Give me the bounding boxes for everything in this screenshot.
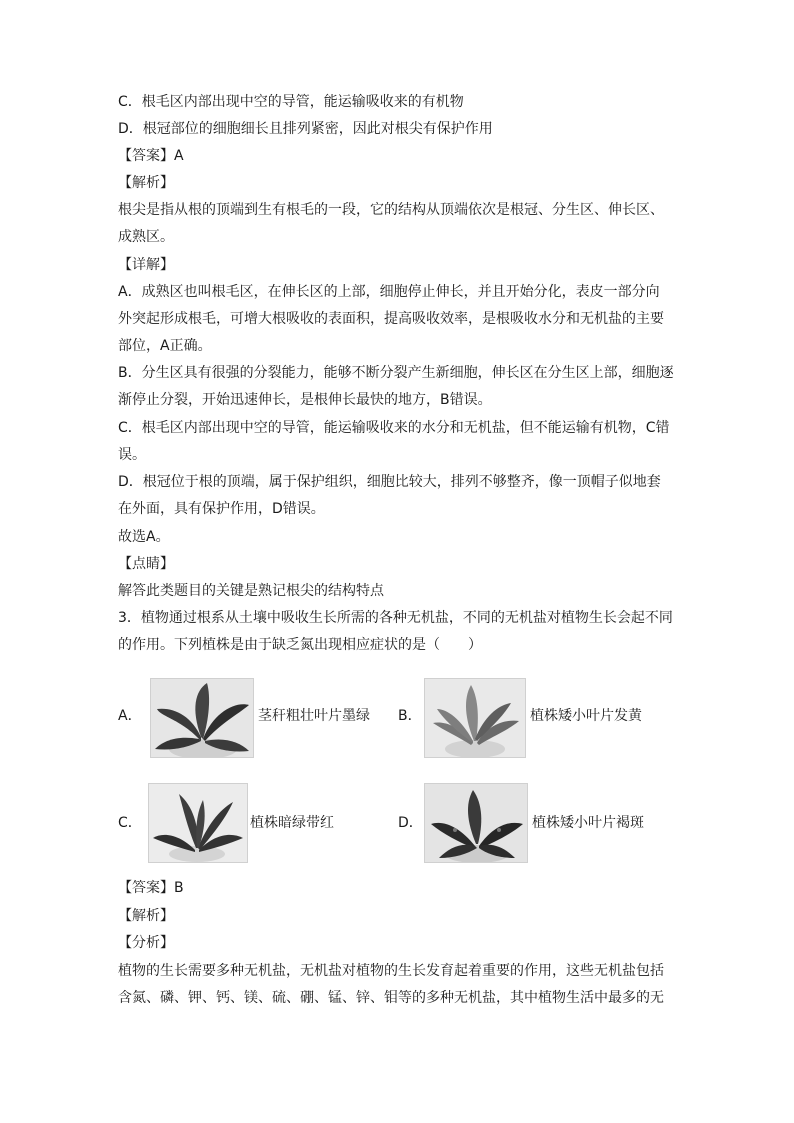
text-line: 外突起形成根毛，可增大根吸收的表面积，提高吸收效率，是根吸收水分和无机盐的主要 xyxy=(118,311,664,327)
text-line: 故选A。 xyxy=(118,529,170,545)
question-text: 的作用。下列植株是由于缺乏氮出现相应症状的是（ ） xyxy=(118,637,482,653)
text-line: C．根毛区内部出现中空的导管，能运输吸收来的有机物 xyxy=(118,94,464,110)
plant-image-c xyxy=(148,783,248,863)
plant-image-a xyxy=(150,678,254,758)
text-line: D．根冠部位的细胞细长且排列紧密，因此对根尖有保护作用 xyxy=(118,121,493,137)
option-b-text: 植株矮小叶片发黄 xyxy=(530,708,642,724)
analyze-label: 【分析】 xyxy=(118,935,174,951)
text-line: 含氮、磷、钾、钙、镁、硫、硼、锰、锌、钼等的多种无机盐，其中植物生活中最多的无 xyxy=(118,990,664,1006)
option-a-text: 茎秆粗壮叶片墨绿 xyxy=(258,708,370,724)
option-d-text: 植株矮小叶片褐斑 xyxy=(532,815,644,831)
text-line: 根尖是指从根的顶端到生有根毛的一段，它的结构从顶端依次是根冠、分生区、伸长区、 xyxy=(118,202,664,218)
answer-label: 【答案】A xyxy=(118,148,184,164)
text-line: 误。 xyxy=(118,447,146,463)
text-line: B．分生区具有很强的分裂能力，能够不断分裂产生新细胞，伸长区在分生区上部，细胞逐 xyxy=(118,365,674,381)
option-a-letter: A． xyxy=(118,708,142,724)
tip-label: 【点睛】 xyxy=(118,556,174,572)
question-text: 3．植物通过根系从土壤中吸收生长所需的各种无机盐，不同的无机盐对植物生长会起不同 xyxy=(118,610,673,626)
detail-label: 【详解】 xyxy=(118,257,174,273)
text-line: 成熟区。 xyxy=(118,229,174,245)
option-b-letter: B． xyxy=(398,708,422,724)
analysis-label: 【解析】 xyxy=(118,908,174,924)
text-line: D．根冠位于根的顶端，属于保护组织，细胞比较大，排列不够整齐，像一顶帽子似地套 xyxy=(118,474,661,490)
text-line: C．根毛区内部出现中空的导管，能运输吸收来的水分和无机盐，但不能运输有机物，C错 xyxy=(118,420,670,436)
plant-image-b xyxy=(424,678,526,758)
text-line: 植物的生长需要多种无机盐，无机盐对植物的生长发育起着重要的作用，这些无机盐包括 xyxy=(118,963,664,979)
option-d-letter: D． xyxy=(398,815,423,831)
text-line: 渐停止分裂，开始迅速伸长，是根伸长最快的地方，B错误。 xyxy=(118,392,492,408)
text-line: A．成熟区也叫根毛区，在伸长区的上部，细胞停止伸长，并且开始分化，表皮一部分向 xyxy=(118,284,660,300)
text-line: 部位，A正确。 xyxy=(118,338,212,354)
text-line: 解答此类题目的关键是熟记根尖的结构特点 xyxy=(118,583,384,599)
option-c-letter: C． xyxy=(118,815,142,831)
text-line: 在外面，具有保护作用，D错误。 xyxy=(118,501,325,517)
answer-label: 【答案】B xyxy=(118,880,184,896)
analysis-label: 【解析】 xyxy=(118,175,174,191)
plant-image-d xyxy=(424,783,528,863)
option-c-text: 植株暗绿带红 xyxy=(250,815,334,831)
